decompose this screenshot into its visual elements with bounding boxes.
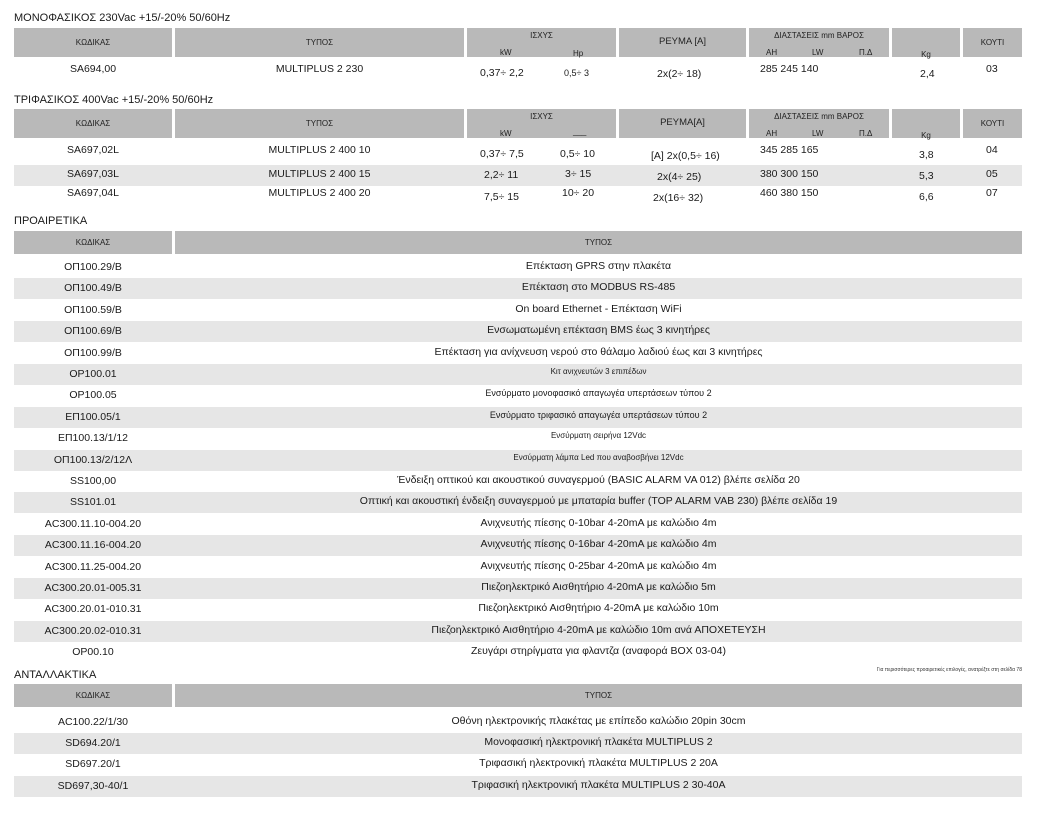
optional-title: ΠΡΟΑΙΡΕΤΙΚΑ	[14, 215, 88, 227]
table-row	[14, 733, 1022, 754]
header-code: ΚΩΔΙΚΑΣ	[14, 684, 172, 707]
table-row	[14, 321, 1022, 342]
three-phase-title: ΤΡΙΦΑΣΙΚΟΣ 400Vac +15/-20% 50/60Hz	[14, 94, 214, 106]
row-description: On board Ethernet - Επέκταση WiFi	[515, 302, 682, 315]
header-code: ΚΩΔΙΚΑΣ	[14, 28, 172, 57]
row-code: SD697.20/1	[65, 758, 121, 771]
row-code: AC300.11.25-004.20	[44, 560, 142, 573]
table-row	[14, 535, 1022, 556]
table-row: SA697,04L MULTIPLUS 2 400 20 7,5÷ 15 10÷ 20 2x(16÷ 32) 460 380 150 6,6 07	[67, 187, 998, 204]
header-type: ΤΥΠΟΣ	[175, 28, 464, 57]
row-code: AC100.22/1/30	[57, 716, 129, 728]
row-code: AC300.20.01-005.31	[44, 582, 142, 594]
row-description: Ζευγάρι στηρίγματα για φλαντζα (αναφορά ΒΟΧ 03-04)	[471, 645, 726, 658]
row-code: ΕΠ100.13/1/12	[57, 432, 129, 445]
header-dimensions: ΔΙΑΣΤΑΣΕΙΣ mm ΒΑΡΟΣ ΑΗ LW Π.Δ	[749, 28, 889, 57]
table-row	[14, 471, 1022, 492]
row-code: AC300.11.10-004.20	[44, 517, 142, 530]
row-description: Επέκταση για ανίχνευση νερού στο θάλαμο λαδιού έως και 3 κινητήρες	[434, 345, 763, 358]
table-row	[14, 385, 1022, 406]
header-power: ΙΣΧΥΣ kW ___	[467, 109, 616, 138]
row-code: OP100.05	[69, 389, 117, 402]
table-row	[14, 514, 1022, 535]
optional-note: Για περισσότερες προαιρετικές επιλογές, ανατρέξτε στη σελίδα 78	[876, 667, 1022, 673]
row-description: Ενσύρματο τριφασικό απαγωγέα υπερτάσεων τύπου 2	[489, 409, 708, 420]
table-row	[14, 621, 1022, 642]
table-row	[14, 364, 1022, 385]
table-row	[14, 578, 1022, 599]
row-description: Ενσωματωμένη επέκταση BMS έως 3 κινητήρες	[487, 324, 710, 337]
row-description: Πιεζοηλεκτρικό Αισθητήριο 4-20mA με καλώδιο 10m ανά ΑΠΟΧΕΤΕΥΣΗ	[431, 623, 766, 636]
header-box: ΚΟΥΤΙ	[963, 109, 1022, 138]
header-kg: Kg	[892, 109, 960, 138]
header-dimensions: ΔΙΑΣΤΑΣΕΙΣ mm ΒΑΡΟΣ ΑΗ LW Π.Δ	[749, 109, 889, 138]
table-row	[14, 428, 1022, 449]
row-description: Κιτ ανιχνευτών 3 επιπέδων	[550, 367, 647, 376]
row-description: Πιεζοηλεκτρικό Αισθητήριο 4-20mA με καλώδιο 10m	[478, 602, 719, 615]
row-description: Οθόνη ηλεκτρονικής πλακέτας με επίπεδο καλώδιο 20pin 30cm	[451, 715, 746, 727]
table-row: SA697,02L MULTIPLUS 2 400 10 0,37÷ 7,5 0,5÷ 10 [A] 2x(0,5÷ 16) 345 285 165 3,8 04	[67, 144, 998, 162]
header-code: ΚΩΔΙΚΑΣ	[14, 231, 172, 254]
row-description: Ανιχνευτής πίεσης 0-16bar 4-20mA με καλώδιο 4m	[480, 538, 717, 551]
row-description: Επέκταση GPRS στην πλακέτα	[525, 260, 672, 272]
row-code: ΟΠ100.13/2/12Λ	[53, 453, 133, 466]
row-description: Τριφασική ηλεκτρονική πλακέτα MULTIPLUS 2 30-40A	[471, 778, 726, 791]
table-row	[14, 300, 1022, 321]
row-code: AC300.20.01-010.31	[44, 603, 142, 616]
row-description: Ενσύρματο μονοφασικό απαγωγέα υπερτάσεων τύπου 2	[485, 388, 712, 399]
row-description: Ένδειξη οπτικού και ακουστικού συναγερμού (BASIC ALARM VA 012) βλέπε σελίδα 20	[397, 474, 800, 486]
table-row: SA694,00 MULTIPLUS 2 230 0,37÷ 2,2 0,5÷ 3 2x(2÷ 18) 285 245 140 2,4 03	[69, 63, 998, 80]
row-code: SD694.20/1	[65, 737, 121, 750]
header-type: ΤΥΠΟΣ	[175, 684, 1022, 707]
row-description: Μονοφασική ηλεκτρονική πλακέτα MULTIPLUS 2	[484, 736, 713, 749]
row-description: Τριφασική ηλεκτρονική πλακέτα MULTIPLUS 2 20A	[479, 757, 718, 770]
table-row	[14, 278, 1022, 299]
header-code: ΚΩΔΙΚΑΣ	[14, 109, 172, 138]
row-code: AC300.20.02-010.31	[44, 624, 142, 637]
row-code: AC300.11.16-004.20	[44, 539, 142, 552]
table-row	[14, 642, 1022, 663]
row-description: Οπτική και ακουστική ένδειξη συναγερμού με μπαταρία buffer (TOP ALARM VAB 230) βλέπε σελίδα 19	[359, 495, 838, 508]
row-code: ΟΠ100.59/Β	[64, 303, 122, 316]
table-row	[14, 776, 1022, 797]
single-phase-title: ΜΟΝΟΦΑΣΙΚΟΣ 230Vac +15/-20% 50/60Hz	[14, 12, 231, 24]
row-description: Ανιχνευτής πίεσης 0-10bar 4-20mA με καλώδιο 4m	[480, 516, 717, 529]
row-code: SS101.01	[69, 496, 117, 509]
table-row	[14, 492, 1022, 513]
table-row	[14, 557, 1022, 578]
row-code: ΕΠ100.05/1	[65, 410, 121, 423]
row-description: Ανιχνευτής πίεσης 0-25bar 4-20mA με καλώδιο 4m	[480, 559, 717, 572]
spares-title: ΑΝΤΑΛΛΑΚΤΙΚΑ	[14, 669, 97, 681]
table-row	[14, 450, 1022, 471]
row-description: Ενσύρματη λάμπα Led που αναβοσβήνει 12Vdc	[513, 452, 684, 462]
row-code: SS100,00	[69, 475, 117, 487]
table-row	[14, 754, 1022, 775]
row-code: SD697,30-40/1	[57, 779, 129, 792]
table-row	[14, 407, 1022, 428]
header-current: ΡΕΥΜΑ [A]	[619, 28, 746, 57]
row-code: OP00.10	[72, 646, 114, 659]
table-row: SA697,03L MULTIPLUS 2 400 15 2,2÷ 11 3÷ 15 2x(4÷ 25) 380 300 150 5,3 05	[14, 165, 1022, 186]
row-code: OP100.01	[69, 368, 117, 380]
row-description: Επέκταση στο MODBUS RS-485	[521, 281, 676, 294]
table-row	[14, 257, 1022, 278]
header-type: ΤΥΠΟΣ	[175, 231, 1022, 254]
header-kg: Kg	[892, 28, 960, 57]
row-code: ΟΠ100.49/Β	[64, 282, 122, 295]
row-code: ΟΠ100.69/Β	[64, 325, 122, 338]
header-box: ΚΟΥΤΙ	[963, 28, 1022, 57]
header-current: ΡΕΥΜΑ[A]	[619, 109, 746, 138]
table-row	[14, 599, 1022, 620]
table-row	[14, 343, 1022, 364]
row-description: Πιεζοηλεκτρικό Αισθητήριο 4-20mA με καλώδιο 5m	[481, 581, 716, 593]
row-description: Ενσύρματη σειρήνα 12Vdc	[550, 431, 647, 441]
row-code: ΟΠ100.29/Β	[64, 261, 122, 273]
header-power: ΙΣΧΥΣ kW Hp	[467, 28, 616, 57]
header-type: ΤΥΠΟΣ	[175, 109, 464, 138]
row-code: ΟΠ100.99/Β	[64, 346, 122, 359]
table-row	[14, 712, 1022, 733]
